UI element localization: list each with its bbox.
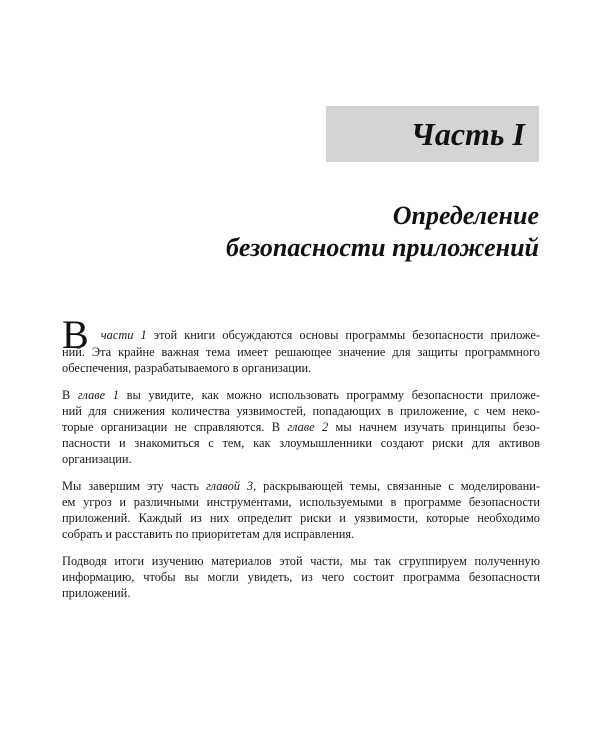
paragraph-line	[62, 510, 540, 526]
paragraph-line	[62, 451, 540, 467]
text-run: приложений. Каждый из них определит риски и уязвимости, которые необходимо	[62, 511, 540, 525]
body-paragraph	[62, 478, 540, 542]
paragraph-line	[62, 494, 540, 510]
text-run: мы начнем изучать принципы безо-	[328, 420, 540, 434]
text-run: Мы завершим эту часть	[62, 479, 206, 493]
paragraph-line	[62, 344, 540, 360]
text-run: этой книги обсуждаются основы программы безопасности приложе-	[146, 328, 540, 342]
body-paragraph	[62, 312, 540, 376]
paragraph-line	[62, 585, 540, 601]
paragraph-line	[94, 327, 540, 343]
text-run: пасности и знакомиться с тем, как злоумышленники создают риски для активов	[62, 436, 540, 450]
part-subtitle-line: безопасности приложений	[225, 233, 539, 262]
body-text	[62, 312, 541, 612]
text-run: ний. Эта крайне важная тема имеет решающее значение для защиты программного	[62, 345, 540, 359]
chapter-reference: главе 2	[287, 420, 329, 434]
text-run: ем угроз и различными инструментами, используемыми в программе безопасности	[62, 495, 540, 509]
chapter-reference: главе 1	[77, 388, 119, 402]
text-run: информацию, чтобы вы могли увидеть, из чего состоит программа безопасности	[62, 570, 540, 584]
body-paragraph	[62, 387, 540, 467]
paragraph-line	[62, 569, 540, 585]
text-run	[94, 328, 101, 342]
text-run: вы увидите, как можно использовать программу безопасности приложе-	[118, 388, 541, 402]
chapter-reference: главой 3	[205, 479, 254, 493]
paragraph-line	[62, 419, 540, 435]
text-run: Подводя итоги изучению материалов этой части, мы так сгруппируем полученную	[62, 554, 540, 568]
part-title: Часть I	[410, 116, 525, 152]
paragraph-line	[62, 387, 540, 403]
drop-cap: В	[62, 312, 89, 357]
paragraph-line	[62, 435, 540, 451]
text-run: В	[62, 388, 78, 402]
text-run: обеспечения, разрабатываемого в организации.	[62, 361, 312, 375]
text-run: , раскрывающей темы, связанные с моделировани-	[253, 479, 540, 493]
text-run: организации.	[62, 452, 132, 466]
text-run: ний для снижения количества уязвимостей, попадающих в приложение, с чем неко-	[62, 404, 540, 418]
text-run: торые организации не справляются. В	[62, 420, 288, 434]
body-paragraph	[62, 553, 540, 601]
paragraph-line	[62, 553, 540, 569]
part-subtitle-line: Определение	[392, 201, 539, 230]
paragraph-line	[62, 403, 540, 419]
chapter-reference: части 1	[100, 328, 147, 342]
text-run: приложений.	[62, 586, 131, 600]
part-subtitle	[226, 200, 539, 264]
text-run: собрать и расставить по приоритетам для исправления.	[62, 527, 355, 541]
paragraph-line	[62, 478, 540, 494]
part-heading-box	[326, 106, 539, 162]
paragraph-line	[62, 360, 540, 376]
paragraph-line	[62, 526, 540, 542]
